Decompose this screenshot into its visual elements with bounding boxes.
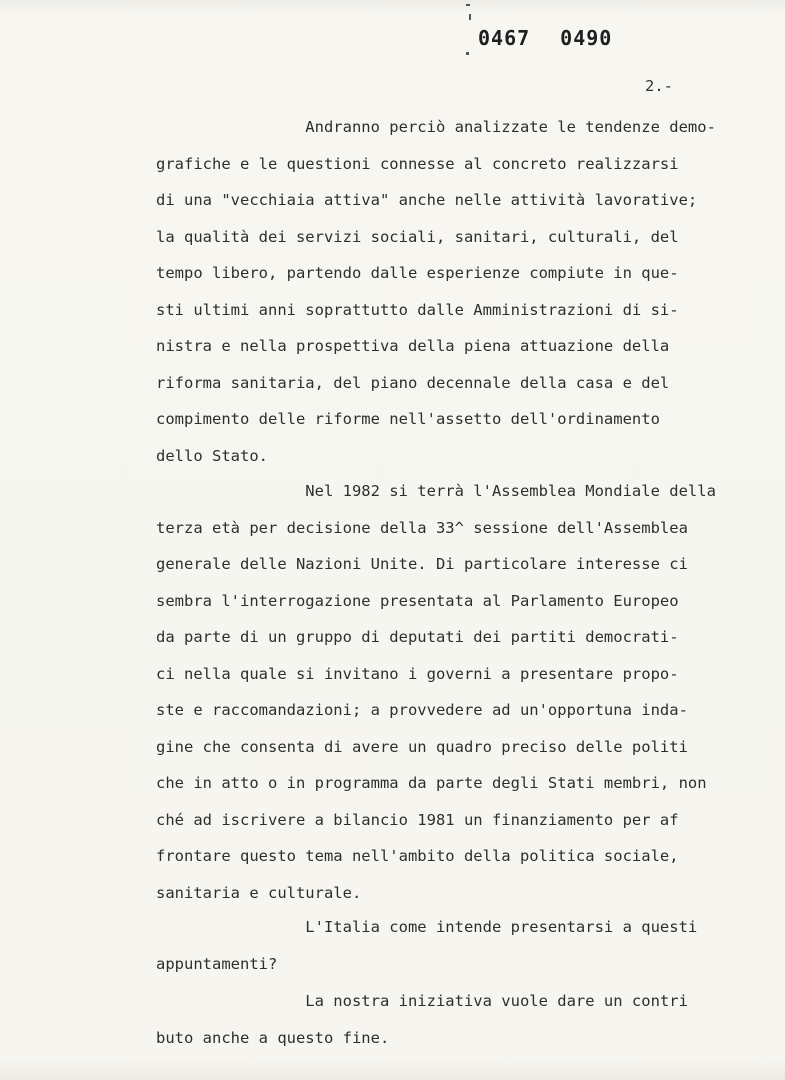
text-line: dello Stato. bbox=[156, 446, 268, 465]
page-number: 2.- bbox=[645, 77, 673, 95]
text-line: L'Italia come intende presentarsi a questi bbox=[156, 918, 698, 936]
text-line: la qualità dei servizi sociali, sanitari, culturali, del bbox=[156, 227, 679, 246]
paragraph-4 bbox=[156, 983, 716, 1056]
text-line: sti ultimi anni soprattutto dalle Amministrazioni di si- bbox=[156, 300, 679, 319]
text-line: di una "vecchiaia attiva" anche nelle attività lavorative; bbox=[156, 191, 698, 209]
text-line: grafiche e le questioni connesse al concreto realizzarsi bbox=[156, 154, 679, 173]
stamp-mark bbox=[466, 4, 470, 6]
text-line: ci nella quale si invitano i governi a presentare propo- bbox=[156, 664, 679, 683]
stamp-number-1: 0467 bbox=[478, 26, 531, 50]
paragraph-1 bbox=[156, 109, 716, 474]
text-line: che in atto o in programma da parte degli Stati membri, non bbox=[156, 774, 707, 792]
paragraph-3 bbox=[156, 909, 716, 982]
text-line: sanitaria e culturale. bbox=[156, 883, 362, 902]
stamp-mark bbox=[466, 52, 469, 55]
text-line: compimento delle riforme nell'assetto dell'ordinamento bbox=[156, 410, 660, 428]
text-line: sembra l'interrogazione presentata al Parlamento Europeo bbox=[156, 591, 679, 610]
text-line: da parte di un gruppo di deputati dei partiti democrati- bbox=[156, 628, 679, 646]
text-line: Nel 1982 si terrà l'Assemblea Mondiale della bbox=[156, 482, 716, 500]
text-line: ste e raccomandazioni; a provvedere ad un'opportuna inda- bbox=[156, 701, 688, 719]
text-line: riforma sanitaria, del piano decennale della casa e del bbox=[156, 373, 670, 392]
text-line: terza età per decisione della 33^ sessione dell'Assemblea bbox=[156, 518, 688, 537]
text-line: nistra e nella prospettiva della piena attuazione della bbox=[156, 337, 670, 355]
text-line: frontare questo tema nell'ambito della politica sociale, bbox=[156, 847, 679, 865]
text-line: buto anche a questo fine. bbox=[156, 1028, 390, 1047]
text-line: Andranno perciò analizzate le tendenze demo- bbox=[156, 118, 716, 136]
text-line: gine che consenta di avere un quadro preciso delle politi bbox=[156, 737, 688, 756]
paragraph-2 bbox=[156, 473, 716, 911]
text-line: appuntamenti? bbox=[156, 954, 278, 973]
text-line: tempo libero, partendo dalle esperienze compiute in que- bbox=[156, 264, 679, 282]
text-line: generale delle Nazioni Unite. Di particolare interesse ci bbox=[156, 555, 688, 573]
text-line: La nostra iniziativa vuole dare un contri bbox=[156, 992, 688, 1010]
text-line: ché ad iscrivere a bilancio 1981 un finanziamento per af bbox=[156, 810, 679, 829]
archive-stamp bbox=[478, 26, 612, 50]
stamp-mark bbox=[469, 14, 471, 20]
stamp-number-2: 0490 bbox=[560, 26, 613, 50]
